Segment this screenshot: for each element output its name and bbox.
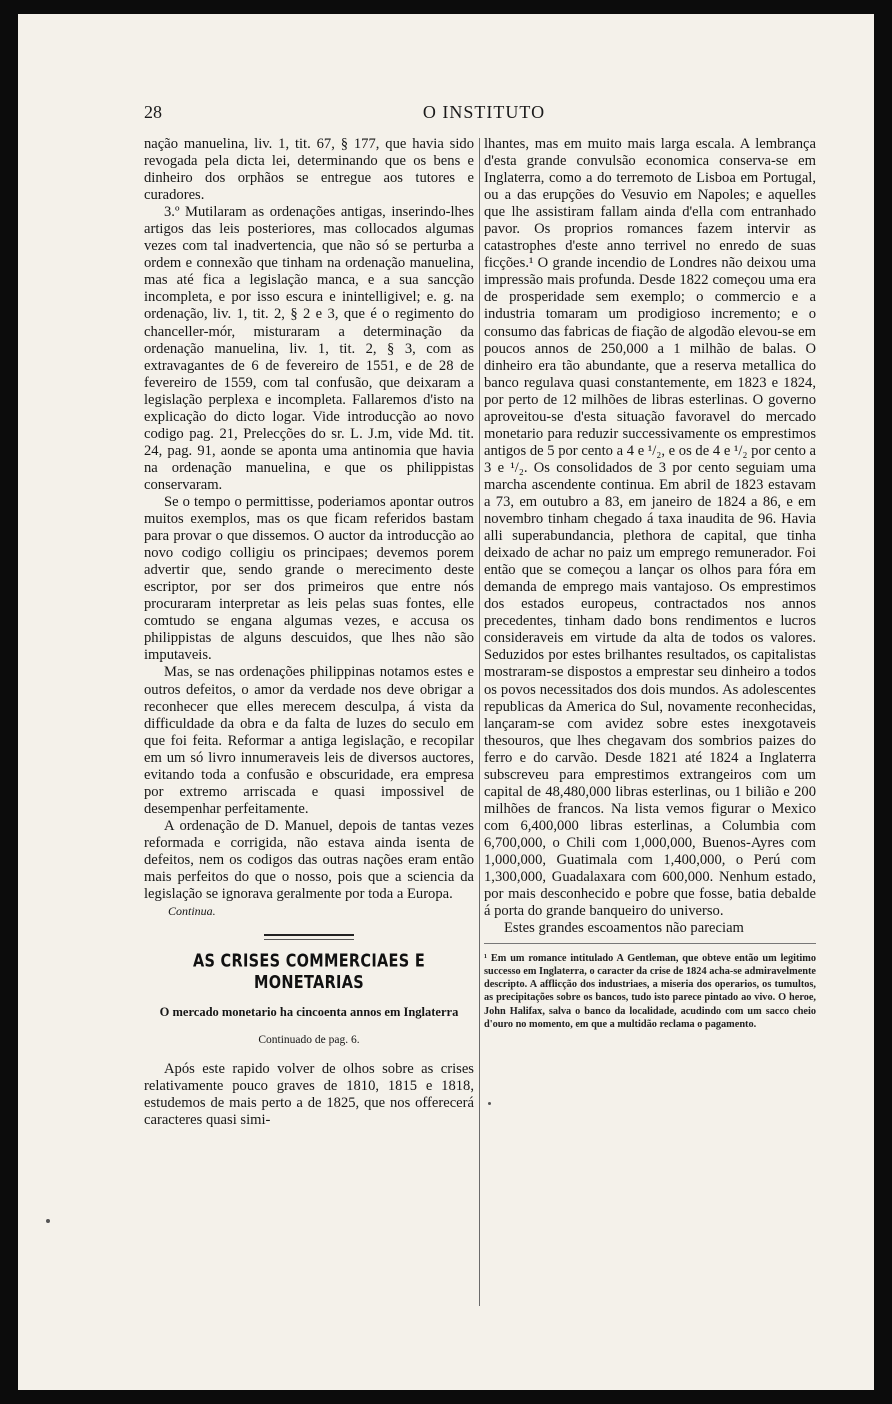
running-title: O INSTITUTO <box>422 102 546 122</box>
continua-note: Continua. <box>168 904 216 919</box>
paragraph: Estes grandes escoamentos não pareciam <box>504 920 744 937</box>
continued-from: Continuado de pag. 6. <box>258 1034 360 1047</box>
right-column <box>484 136 816 1031</box>
page-header <box>144 100 824 128</box>
section-title: AS CRISES COMMERCIAES E MONETARIAS <box>192 951 426 994</box>
footnote-divider <box>484 943 816 944</box>
footnote: ¹ Em um romance intitulado A Gentleman, que obteve então um legitimo successo em Inglaterra, o caracter da crise de 1824 acha-se admiravelmente descripto. A afflicção dos industriaes, a miseria dos operarios, os tumultos, as precipitações sobre os bancos, tudo isto parece pintado ao vivo. O heroe, John Halifax, salva o banco da localidade, acudindo com um sacco cheio d'ouro no momento, em que a multidão reclama o pagamento. <box>484 953 816 1030</box>
paragraph: nação manuelina, liv. 1, tit. 67, § 177, que havia sido revogada pela dicta lei, determinando que os bens e dinheiro dos orphãos se entregue aos tutores e curadores. <box>144 136 474 204</box>
paragraph: Se o tempo o permittisse, poderiamos apontar outros muitos exemplos, mas os que ficam referidos bastam para provar o que dissemos. O auctor da introducção ao novo codigo colligiu os principaes; devemos porem advertir que, sendo grande o merecimento deste escriptor, por ser dos primeiros que entre nós procuraram interpretar as leis pelas suas fontes, elle comtudo se engana algumas vezes, e accusa os philippistas de alguns descuidos, que lhes não são imputaveis. <box>144 493 474 664</box>
print-speck <box>488 1102 491 1105</box>
document-page <box>18 14 874 1390</box>
left-column <box>144 136 474 1129</box>
section-divider <box>264 934 354 940</box>
paragraph: A ordenação de D. Manuel, depois de tantas vezes reformada e corrigida, não estava ainda isenta de defeitos, nem os codigos das outras nações eram então mais perfeitos do que o nosso, pois que a sciencia da legislação se ignorava geralmente por toda a Europa. <box>144 817 474 903</box>
page-number: 28 <box>144 102 162 122</box>
paragraph: Mas, se nas ordenações philippinas notamos estes e outros defeitos, o amor da verdade nos deve obrigar a reconhecer que elles merecem desculpa, á vista da difficuldade da obra e da falta de luzes do seculo em que foi feita. Reformar a antiga legislação, e recopilar em um só livro innumeraveis leis de diversos auctores, evitando toda a confusão e obscuridade, era empresa por extremo arriscada e quasi impossivel de desempenhar perfeitamente. <box>144 664 474 817</box>
print-speck <box>46 1219 50 1223</box>
paragraph: Após este rapido volver de olhos sobre as crises relativamente pouco graves de 1810, 1815 e 1818, estudemos de mais perto a de 1825, que nos offerecerá caracteres quasi simi- <box>144 1061 474 1129</box>
paragraph: lhantes, mas em muito mais larga escala. A lembrança d'esta grande convulsão economica conserva-se em Inglaterra, como a do terremoto de Lisboa em Portugal, ou a das erupções do Vesuvio em Napoles; e aquelles que lhe assistiram fallam ainda d'ella com entranhado pavor. Os proprios romances fazem intervir as catastrophes d'este anno terrivel no enredo de suas ficções.¹ O grande incendio de Londres não deixou uma impressão mais profunda. Desde 1822 começou uma era de prosperidade sem exemplo; o commercio e a industria tomaram um prodigioso incremento; e o consumo das fabricas de fiação de algodão elevou-se em poucos annos de 250,000 a 1 milhão de balas. O dinheiro era tão abundante, que a reserva metallica do banco regulava quasi constantemente, em 1823 e 1824, por perto de 12 milhões de libras esterlinas. O governo aproveitou-se d'esta situação favoravel do mercado monetario para reduzir successivamente os emprestimos antigos de 5 por cento a 4 e ¹/₂, e os de 4 e ¹/₂ por cento a 3 e ¹/₂. Os consolidados de 3 por cento seguiam uma marcha ascendente continua. Em abril de 1823 estavam a 73, em outubro a 83, em janeiro de 1824 a 86, e em novembro tinham chegado á taxa inaudita de 96. Havia alli superabundancia, plethora de capital, que tinha deixado de achar no paiz um emprego remunerador. Foi então que se começou a lançar os olhos para fóra em demanda de emprego mais vantajoso. Os emprestimos dos estados europeus, contractados nos annos precedentes, tinham dado bons rendimentos e lucros consideraveis em virtude da alta de todos os valores. Seduzidos por estes brilhantes resultados, os capitalistas mostraram-se dispostos a emprestar seu dinheiro a todos os povos necessitados dos dois mundos. As adolescentes republicas da America do Sul, novamente reconhecidas, lançaram-se com avidez sobre estes inexgotaveis thesouros, que lhes chegavam dos sombrios paizes do ferro e do carvão. Desde 1821 até 1824 a Inglaterra subscreveu para emprestimos extrangeiros com um capital de 48,480,000 libras esterlinas, ou 1 bilião e 200 milhões de francos. Na lista vemos figurar o Mexico com 6,400,000 libras esterlinas, a Columbia com 6,700,000, o Chili com 1,000,000, Buenos-Ayres com 1,000,000, Guatimala com 1,400,000, o Perú com 1,300,000, Guadalaxara com 600,000. Nenhum estado, por mais desconhecido e pobre que fosse, batia debalde á porta do grande banqueiro do universo. <box>484 136 816 920</box>
column-divider <box>479 138 480 1306</box>
article-subtitle: O mercado monetario ha cincoenta annos em Inglaterra <box>159 1005 459 1020</box>
paragraph: 3.º Mutilaram as ordenações antigas, inserindo-lhes artigos das leis posteriores, mas collocados algumas vezes com tal inadvertencia, que não só se perturba a ordem e connexão que tinham na ordenação manuelina, mas até fica a legislação manca, e a sua sancção incompleta, e por isso escura e inintelligivel; e. g. na ordenação, liv. 1, tit. 2, § 2 e 3, que é o regimento do chanceller-mór, misturaram a determinação da ordenação manuelina, liv. 1, tit. 2, § 3, com as extravagantes de 6 de fevereiro de 1551, e de 28 de fevereiro de 1559, com tal confusão, que deixaram a legislação perplexa e incompleta. Fallaremos d'isto na explicação do dicto logar. Vide introducção ao novo codigo pag. 21, Prelecções do sr. L. J.m, vide Md. tit. 24, pag. 91, aonde se aponta uma antinomia que havia na ordenação manuelina, e que os philippistas conservaram. <box>144 204 474 493</box>
